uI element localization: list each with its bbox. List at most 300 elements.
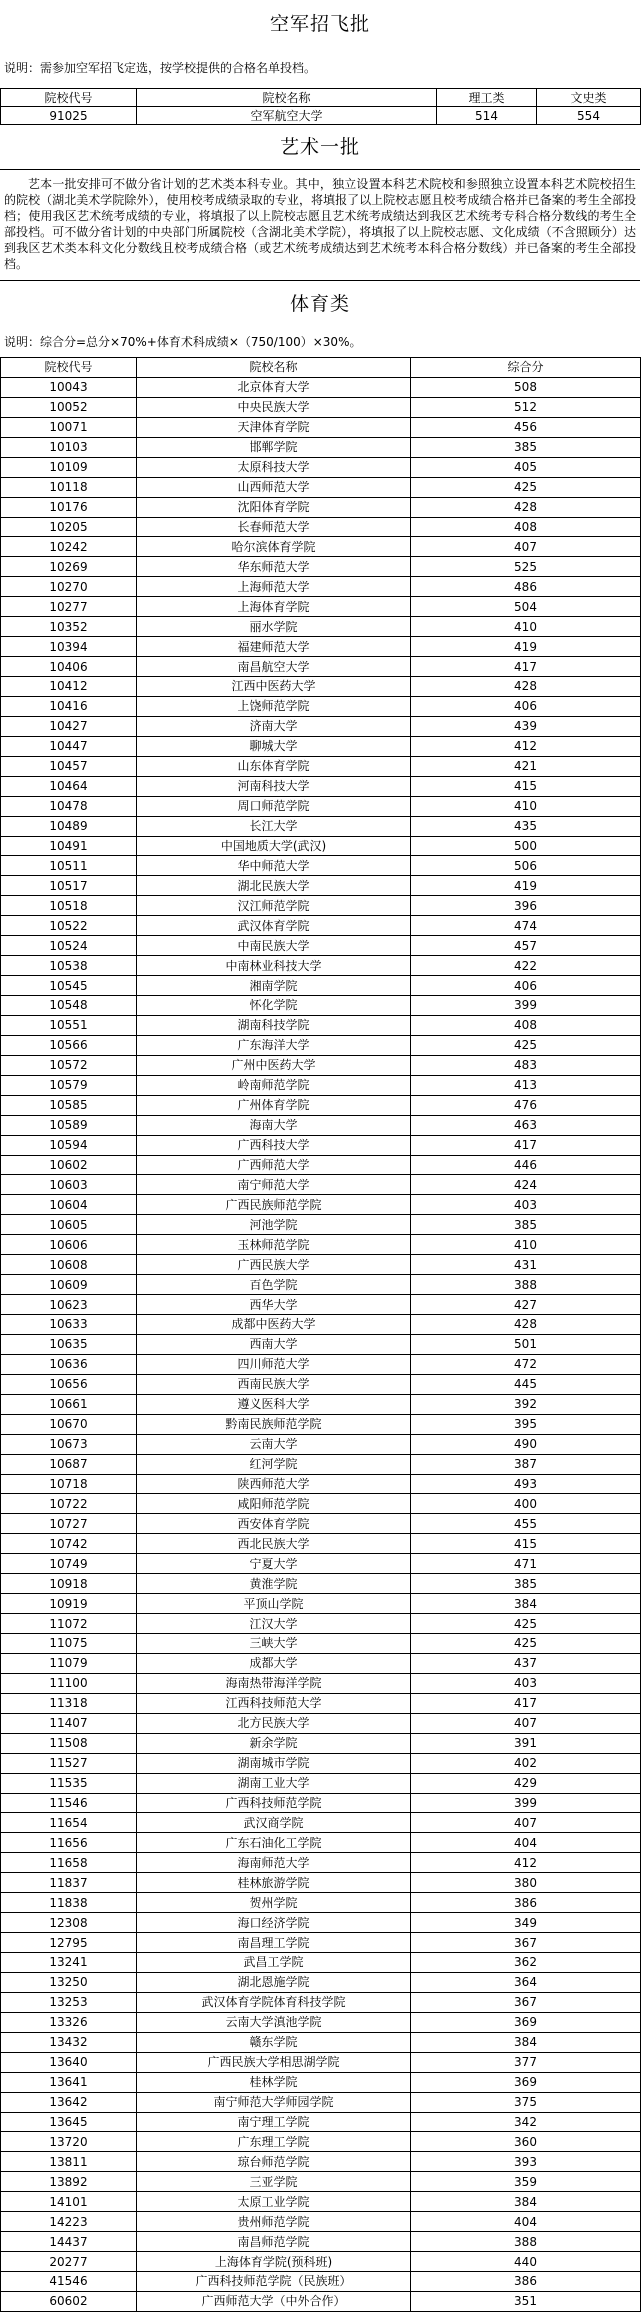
table-row <box>1 2232 641 2252</box>
cell-score: 472 <box>411 1354 641 1374</box>
table-row <box>1 1653 641 1673</box>
cell-score: 440 <box>411 2252 641 2272</box>
cell-score: 512 <box>411 397 641 417</box>
cell-code: 10661 <box>1 1394 137 1414</box>
table-row <box>1 2012 641 2032</box>
table-row <box>1 1215 641 1235</box>
pe-table-body <box>1 377 641 2311</box>
table-row <box>1 1394 641 1414</box>
table-row <box>1 457 641 477</box>
cell-code: 10416 <box>1 696 137 716</box>
cell-score: 359 <box>411 2172 641 2192</box>
cell-code: 20277 <box>1 2252 137 2272</box>
table-row <box>1 1992 641 2012</box>
cell-score: 408 <box>411 517 641 537</box>
cell-score: 385 <box>411 437 641 457</box>
cell-code: 10551 <box>1 1015 137 1035</box>
cell-code: 10572 <box>1 1055 137 1075</box>
cell-name: 沈阳体育学院 <box>137 497 411 517</box>
cell-score: 369 <box>411 2072 641 2092</box>
col-header-code: 院校代号 <box>1 358 137 378</box>
table-row <box>1 1733 641 1753</box>
cell-code: 60602 <box>1 2291 137 2311</box>
cell-name: 丽水学院 <box>137 617 411 637</box>
cell-code: 10511 <box>1 856 137 876</box>
cell-name: 成都中医药大学 <box>137 1315 411 1335</box>
table-row <box>1 1933 641 1953</box>
table-row <box>1 1554 641 1574</box>
cell-score: 384 <box>411 2192 641 2212</box>
cell-score: 500 <box>411 836 641 856</box>
cell-code: 10606 <box>1 1235 137 1255</box>
cell-score: 405 <box>411 457 641 477</box>
cell-score: 431 <box>411 1255 641 1275</box>
cell-score: 419 <box>411 876 641 896</box>
cell-code: 10623 <box>1 1295 137 1315</box>
cell-code: 10052 <box>1 397 137 417</box>
cell-name: 上饶师范学院 <box>137 696 411 716</box>
cell-code: 10749 <box>1 1554 137 1574</box>
cell-code: 10633 <box>1 1315 137 1335</box>
cell-code: 10727 <box>1 1514 137 1534</box>
cell-name: 中南林业科技大学 <box>137 956 411 976</box>
cell-score: 490 <box>411 1434 641 1454</box>
table-row <box>1 1873 641 1893</box>
cell-score: 456 <box>411 417 641 437</box>
cell-name: 湘南学院 <box>137 976 411 996</box>
cell-name: 怀化学院 <box>137 996 411 1016</box>
cell-code: 10071 <box>1 417 137 437</box>
table-row <box>1 2212 641 2232</box>
cell-name: 山东体育学院 <box>137 756 411 776</box>
cell-name: 汉江师范学院 <box>137 896 411 916</box>
table-row <box>1 1374 641 1394</box>
cell-code: 10242 <box>1 537 137 557</box>
table-row <box>1 996 641 1016</box>
cell-score: 429 <box>411 1773 641 1793</box>
cell-code: 13645 <box>1 2112 137 2132</box>
table-row <box>1 796 641 816</box>
table-row <box>1 2172 641 2192</box>
table-row <box>1 2052 641 2072</box>
cell-name: 江西中医药大学 <box>137 677 411 697</box>
cell-code: 13892 <box>1 2172 137 2192</box>
table-row <box>1 537 641 557</box>
cell-score: 417 <box>411 1135 641 1155</box>
cell-score: 439 <box>411 716 641 736</box>
cell-code: 11100 <box>1 1673 137 1693</box>
cell-code: 10687 <box>1 1454 137 1474</box>
table-row <box>1 497 641 517</box>
cell-name: 北京体育大学 <box>137 377 411 397</box>
table-row <box>1 2032 641 2052</box>
table-row <box>1 397 641 417</box>
cell-name: 桂林旅游学院 <box>137 1873 411 1893</box>
cell-name: 武汉商学院 <box>137 1813 411 1833</box>
cell-code: 11838 <box>1 1893 137 1913</box>
cell-arts: 554 <box>537 107 641 125</box>
cell-name: 黔南民族师范学院 <box>137 1414 411 1434</box>
cell-score: 360 <box>411 2132 641 2152</box>
cell-code: 13250 <box>1 1972 137 1992</box>
table-row <box>1 1295 641 1315</box>
cell-score: 504 <box>411 597 641 617</box>
cell-name: 百色学院 <box>137 1275 411 1295</box>
cell-score: 407 <box>411 537 641 557</box>
cell-name: 江西科技师范大学 <box>137 1693 411 1713</box>
cell-code: 10919 <box>1 1594 137 1614</box>
table-row <box>1 1634 641 1654</box>
cell-score: 506 <box>411 856 641 876</box>
table-row <box>1 477 641 497</box>
cell-code: 13642 <box>1 2092 137 2112</box>
table-row <box>1 2112 641 2132</box>
cell-score: 428 <box>411 497 641 517</box>
cell-name: 西南民族大学 <box>137 1374 411 1394</box>
cell-code: 10270 <box>1 577 137 597</box>
cell-score: 406 <box>411 696 641 716</box>
cell-code: 10176 <box>1 497 137 517</box>
cell-name: 新余学院 <box>137 1733 411 1753</box>
cell-code: 10603 <box>1 1175 137 1195</box>
cell-name: 三亚学院 <box>137 2172 411 2192</box>
table-row <box>1 437 641 457</box>
cell-code: 10656 <box>1 1374 137 1394</box>
table-row <box>1 1813 641 1833</box>
cell-science: 514 <box>437 107 537 125</box>
cell-score: 483 <box>411 1055 641 1075</box>
cell-score: 399 <box>411 1793 641 1813</box>
cell-code: 11837 <box>1 1873 137 1893</box>
cell-code: 10269 <box>1 557 137 577</box>
cell-score: 349 <box>411 1913 641 1933</box>
cell-code: 10538 <box>1 956 137 976</box>
table-row <box>1 836 641 856</box>
cell-name: 南宁师范大学师园学院 <box>137 2092 411 2112</box>
cell-score: 403 <box>411 1673 641 1693</box>
cell-name: 宁夏大学 <box>137 1554 411 1574</box>
cell-name: 赣东学院 <box>137 2032 411 2052</box>
table-row <box>1 856 641 876</box>
cell-score: 427 <box>411 1295 641 1315</box>
cell-code: 14223 <box>1 2212 137 2232</box>
cell-code: 10412 <box>1 677 137 697</box>
cell-score: 413 <box>411 1075 641 1095</box>
table-row <box>1 976 641 996</box>
table-row <box>1 677 641 697</box>
cell-name: 西安体育学院 <box>137 1514 411 1534</box>
cell-code: 13811 <box>1 2152 137 2172</box>
cell-score: 412 <box>411 736 641 756</box>
cell-code: 13241 <box>1 1953 137 1973</box>
table-row <box>1 1135 641 1155</box>
cell-score: 395 <box>411 1414 641 1434</box>
cell-name: 广西师范大学 <box>137 1155 411 1175</box>
cell-code: 10205 <box>1 517 137 537</box>
table-row <box>1 896 641 916</box>
cell-code: 10043 <box>1 377 137 397</box>
cell-code: 10604 <box>1 1195 137 1215</box>
cell-name: 黄淮学院 <box>137 1574 411 1594</box>
cell-code: 10478 <box>1 796 137 816</box>
cell-code: 10585 <box>1 1095 137 1115</box>
cell-name: 中南民族大学 <box>137 936 411 956</box>
table-row <box>1 1155 641 1175</box>
cell-name: 海南大学 <box>137 1115 411 1135</box>
airforce-header-row <box>1 89 641 107</box>
cell-name: 南宁理工学院 <box>137 2112 411 2132</box>
table-row <box>1 1434 641 1454</box>
cell-code: 10609 <box>1 1275 137 1295</box>
cell-name: 广东石油化工学院 <box>137 1833 411 1853</box>
cell-code: 10635 <box>1 1334 137 1354</box>
cell-score: 407 <box>411 1713 641 1733</box>
table-row <box>1 1514 641 1534</box>
cell-name: 武汉体育学院 <box>137 916 411 936</box>
table-row <box>1 2272 641 2292</box>
cell-code: 10118 <box>1 477 137 497</box>
table-row <box>1 1255 641 1275</box>
cell-name: 咸阳师范学院 <box>137 1494 411 1514</box>
table-row <box>1 1115 641 1135</box>
table-row <box>1 1354 641 1374</box>
cell-name: 上海体育学院 <box>137 597 411 617</box>
cell-name: 河南科技大学 <box>137 776 411 796</box>
cell-score: 425 <box>411 1634 641 1654</box>
cell-name: 武昌工学院 <box>137 1953 411 1973</box>
cell-name: 广西科技师范学院（民族班） <box>137 2272 411 2292</box>
cell-code: 10579 <box>1 1075 137 1095</box>
cell-score: 417 <box>411 657 641 677</box>
cell-code: 13640 <box>1 2052 137 2072</box>
cell-score: 402 <box>411 1753 641 1773</box>
cell-name: 西华大学 <box>137 1295 411 1315</box>
cell-score: 445 <box>411 1374 641 1394</box>
cell-code: 13720 <box>1 2132 137 2152</box>
cell-name: 长江大学 <box>137 816 411 836</box>
cell-code: 14101 <box>1 2192 137 2212</box>
cell-score: 386 <box>411 1893 641 1913</box>
cell-name: 山西师范大学 <box>137 477 411 497</box>
airforce-note: 说明：需参加空军招飞定选，按学校提供的合格名单投档。 <box>4 61 317 75</box>
table-row <box>1 617 641 637</box>
cell-name: 西南大学 <box>137 1334 411 1354</box>
cell-code: 13253 <box>1 1992 137 2012</box>
cell-name: 南宁师范大学 <box>137 1175 411 1195</box>
cell-score: 424 <box>411 1175 641 1195</box>
cell-code: 11072 <box>1 1614 137 1634</box>
cell-name: 广西科技师范学院 <box>137 1793 411 1813</box>
cell-name: 海南师范大学 <box>137 1853 411 1873</box>
cell-code: 11318 <box>1 1693 137 1713</box>
cell-score: 419 <box>411 637 641 657</box>
cell-code: 12308 <box>1 1913 137 1933</box>
cell-code: 11079 <box>1 1653 137 1673</box>
table-row <box>1 716 641 736</box>
table-row <box>1 956 641 976</box>
art-title: 艺术一批 <box>279 136 360 158</box>
cell-name: 湖北民族大学 <box>137 876 411 896</box>
cell-code: 11535 <box>1 1773 137 1793</box>
cell-code: 10524 <box>1 936 137 956</box>
cell-code: 10589 <box>1 1115 137 1135</box>
col-header-name: 院校名称 <box>137 358 411 378</box>
cell-name: 广西民族师范学院 <box>137 1195 411 1215</box>
cell-name: 哈尔滨体育学院 <box>137 537 411 557</box>
cell-score: 437 <box>411 1653 641 1673</box>
table-row <box>1 637 641 657</box>
cell-score: 386 <box>411 2272 641 2292</box>
cell-name: 广西科技大学 <box>137 1135 411 1155</box>
cell-score: 364 <box>411 1972 641 1992</box>
cell-score: 407 <box>411 1813 641 1833</box>
cell-score: 410 <box>411 796 641 816</box>
cell-name: 华中师范大学 <box>137 856 411 876</box>
cell-code: 10491 <box>1 836 137 856</box>
table-row <box>1 876 641 896</box>
cell-name: 天津体育学院 <box>137 417 411 437</box>
pe-note: 说明：综合分=总分×70%+体育术科成绩×（750/100）×30%。 <box>4 335 362 349</box>
cell-score: 415 <box>411 1534 641 1554</box>
table-row <box>1 1773 641 1793</box>
cell-code: 10109 <box>1 457 137 477</box>
cell-score: 410 <box>411 617 641 637</box>
pe-title: 体育类 <box>289 293 350 315</box>
cell-code: 11075 <box>1 1634 137 1654</box>
table-row <box>1 1833 641 1853</box>
cell-name: 红河学院 <box>137 1454 411 1474</box>
cell-name: 成都大学 <box>137 1653 411 1673</box>
cell-score: 525 <box>411 557 641 577</box>
cell-name: 太原科技大学 <box>137 457 411 477</box>
table-row <box>1 557 641 577</box>
table-row <box>1 1414 641 1434</box>
cell-name: 岭南师范学院 <box>137 1075 411 1095</box>
table-row <box>1 2092 641 2112</box>
cell-name: 福建师范大学 <box>137 637 411 657</box>
table-row <box>1 1574 641 1594</box>
cell-score: 388 <box>411 2232 641 2252</box>
cell-score: 422 <box>411 956 641 976</box>
cell-score: 385 <box>411 1574 641 1594</box>
cell-name: 湖北恩施学院 <box>137 1972 411 1992</box>
cell-score: 501 <box>411 1334 641 1354</box>
table-row <box>1 1953 641 1973</box>
cell-score: 455 <box>411 1514 641 1534</box>
cell-code: 91025 <box>1 107 137 125</box>
table-row <box>1 417 641 437</box>
pe-table <box>0 357 641 2312</box>
cell-score: 417 <box>411 1693 641 1713</box>
cell-score: 471 <box>411 1554 641 1574</box>
cell-name: 遵义医科大学 <box>137 1394 411 1414</box>
cell-name: 三峡大学 <box>137 1634 411 1654</box>
cell-score: 404 <box>411 1833 641 1853</box>
cell-code: 10406 <box>1 657 137 677</box>
cell-name: 江汉大学 <box>137 1614 411 1634</box>
table-row <box>1 936 641 956</box>
cell-code: 10103 <box>1 437 137 457</box>
cell-code: 10457 <box>1 756 137 776</box>
cell-code: 10447 <box>1 736 137 756</box>
cell-code: 13432 <box>1 2032 137 2052</box>
airforce-table <box>0 88 641 125</box>
cell-code: 10594 <box>1 1135 137 1155</box>
cell-score: 474 <box>411 916 641 936</box>
col-header-score: 综合分 <box>411 358 641 378</box>
cell-score: 362 <box>411 1953 641 1973</box>
cell-name: 广东理工学院 <box>137 2132 411 2152</box>
cell-score: 351 <box>411 2291 641 2311</box>
cell-score: 446 <box>411 1155 641 1175</box>
table-row <box>1 916 641 936</box>
cell-name: 聊城大学 <box>137 736 411 756</box>
cell-name: 广西民族大学相思湖学院 <box>137 2052 411 2072</box>
cell-name: 武汉体育学院体育科技学院 <box>137 1992 411 2012</box>
cell-code: 11658 <box>1 1853 137 1873</box>
cell-score: 393 <box>411 2152 641 2172</box>
cell-name: 济南大学 <box>137 716 411 736</box>
cell-score: 384 <box>411 2032 641 2052</box>
cell-score: 384 <box>411 1594 641 1614</box>
cell-code: 10670 <box>1 1414 137 1434</box>
cell-score: 425 <box>411 1614 641 1634</box>
cell-score: 396 <box>411 896 641 916</box>
cell-name: 云南大学滇池学院 <box>137 2012 411 2032</box>
cell-code: 10566 <box>1 1035 137 1055</box>
cell-score: 406 <box>411 976 641 996</box>
table-row <box>1 1693 641 1713</box>
cell-name: 周口师范学院 <box>137 796 411 816</box>
table-row <box>1 2132 641 2152</box>
table-row <box>1 1793 641 1813</box>
cell-name: 海南热带海洋学院 <box>137 1673 411 1693</box>
cell-name: 南昌理工学院 <box>137 1933 411 1953</box>
cell-code: 11407 <box>1 1713 137 1733</box>
cell-code: 10427 <box>1 716 137 736</box>
cell-score: 377 <box>411 2052 641 2072</box>
cell-score: 410 <box>411 1235 641 1255</box>
cell-code: 10548 <box>1 996 137 1016</box>
cell-code: 10742 <box>1 1534 137 1554</box>
cell-name: 上海师范大学 <box>137 577 411 597</box>
cell-name: 贺州学院 <box>137 1893 411 1913</box>
table-row <box>1 2072 641 2092</box>
table-row <box>1 1315 641 1335</box>
table-row <box>1 1195 641 1215</box>
cell-score: 408 <box>411 1015 641 1035</box>
cell-name: 桂林学院 <box>137 2072 411 2092</box>
table-row <box>1 1614 641 1634</box>
table-row <box>1 1673 641 1693</box>
table-row <box>1 517 641 537</box>
cell-code: 10489 <box>1 816 137 836</box>
art-paragraph: 艺本一批安排可不做分省计划的艺术类本科专业。其中，独立设置本科艺术院校和参照独立设置本科艺术院校招生的院校（湖北美术学院除外），使用校考成绩录取的专业，将填报了以上院校志愿且校考成绩合格并已备案的考生全部投档；使用我区艺术统考成绩的专业，将填报了以上院校志愿且艺术统考成绩达到我区艺术统考专科合格分数线的考生全部投档。可不做分省计划的中央部门所属院校（含湖北美术学院），将填报了以上院校志愿、文化成绩（不含照顾分）达到我区艺术类本科文化分数线且校考成绩合格（或艺术统考成绩达到艺术统考本科合格分数线）并已备案的考生全部投档。 <box>0 169 640 281</box>
cell-code: 10636 <box>1 1354 137 1374</box>
cell-name: 四川师范大学 <box>137 1354 411 1374</box>
cell-name: 湖南科技学院 <box>137 1015 411 1035</box>
cell-name: 玉林师范学院 <box>137 1235 411 1255</box>
cell-name: 广西民族大学 <box>137 1255 411 1275</box>
cell-name: 北方民族大学 <box>137 1713 411 1733</box>
table-row <box>1 1474 641 1494</box>
table-row <box>1 1055 641 1075</box>
cell-name: 中央民族大学 <box>137 397 411 417</box>
cell-code: 10394 <box>1 637 137 657</box>
cell-score: 380 <box>411 1873 641 1893</box>
table-row <box>1 1594 641 1614</box>
cell-score: 387 <box>411 1454 641 1474</box>
